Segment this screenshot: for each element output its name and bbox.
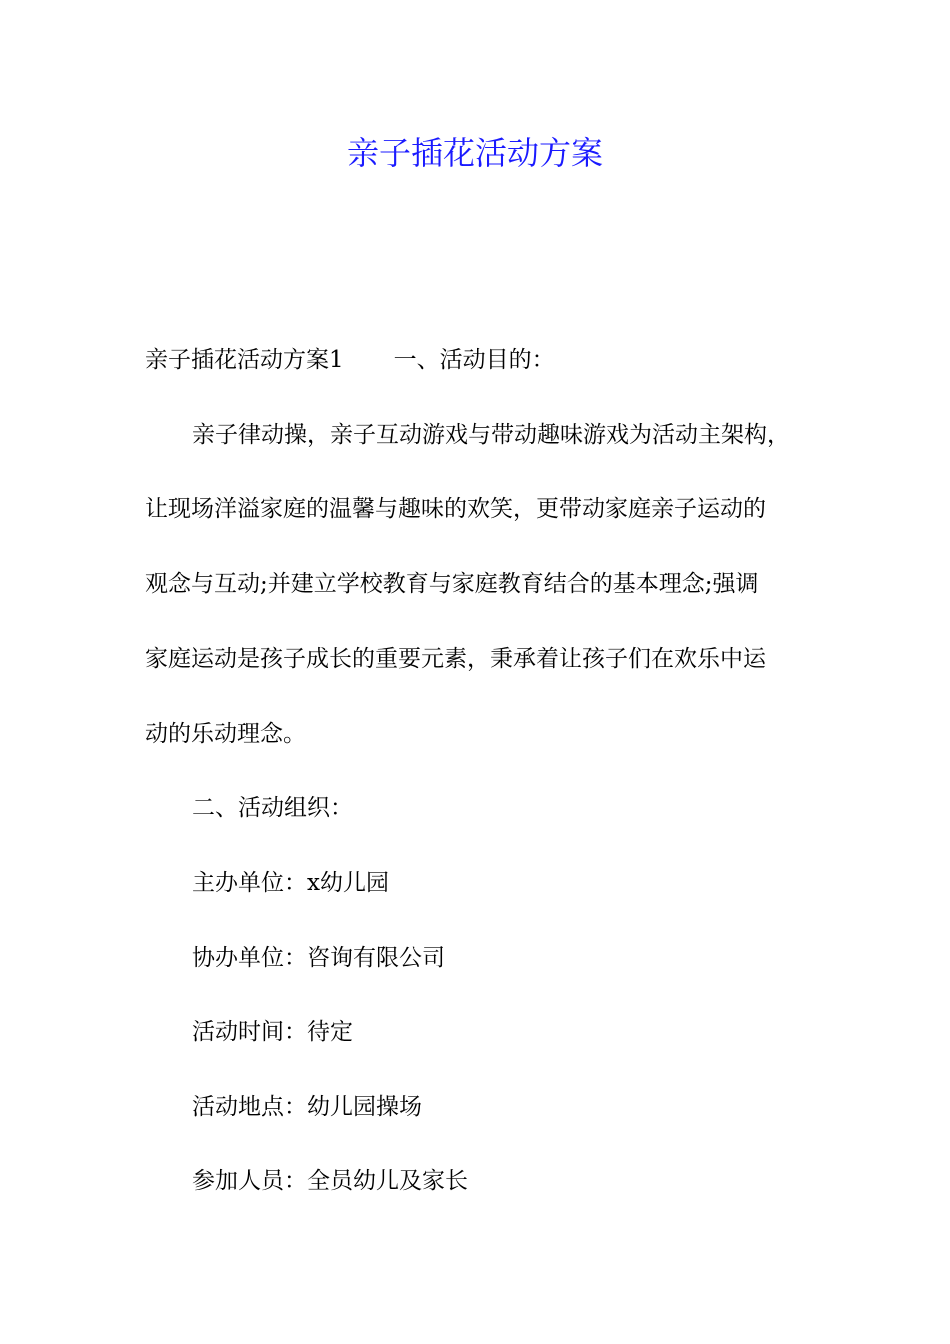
detail-co-organizer: 协办单位：咨询有限公司 <box>192 945 445 971</box>
part-label: 亲子插花活动方案1 <box>145 347 344 373</box>
detail-time: 活动时间：待定 <box>192 1019 353 1045</box>
purpose-line: 动的乐动理念。 <box>145 721 306 747</box>
document-title: 亲子插花活动方案 <box>346 134 603 172</box>
heading-line <box>145 345 555 375</box>
detail-organizer: 主办单位：x幼儿园 <box>192 870 389 896</box>
purpose-line: 亲子律动操，亲子互动游戏与带动趣味游戏为活动主架构， <box>192 422 790 448</box>
purpose-line: 观念与互动;并建立学校教育与家庭教育结合的基本理念;强调 <box>145 571 759 597</box>
detail-location: 活动地点：幼儿园操场 <box>192 1094 422 1120</box>
section-heading-organization: 二、活动组织： <box>192 795 353 821</box>
purpose-line: 家庭运动是孩子成长的重要元素，秉承着让孩子们在欢乐中运 <box>145 646 766 672</box>
purpose-line: 让现场洋溢家庭的温馨与趣味的欢笑，更带动家庭亲子运动的 <box>145 496 766 522</box>
detail-participants: 参加人员：全员幼儿及家长 <box>192 1168 468 1194</box>
section-heading-purpose: 一、活动目的： <box>393 347 555 373</box>
